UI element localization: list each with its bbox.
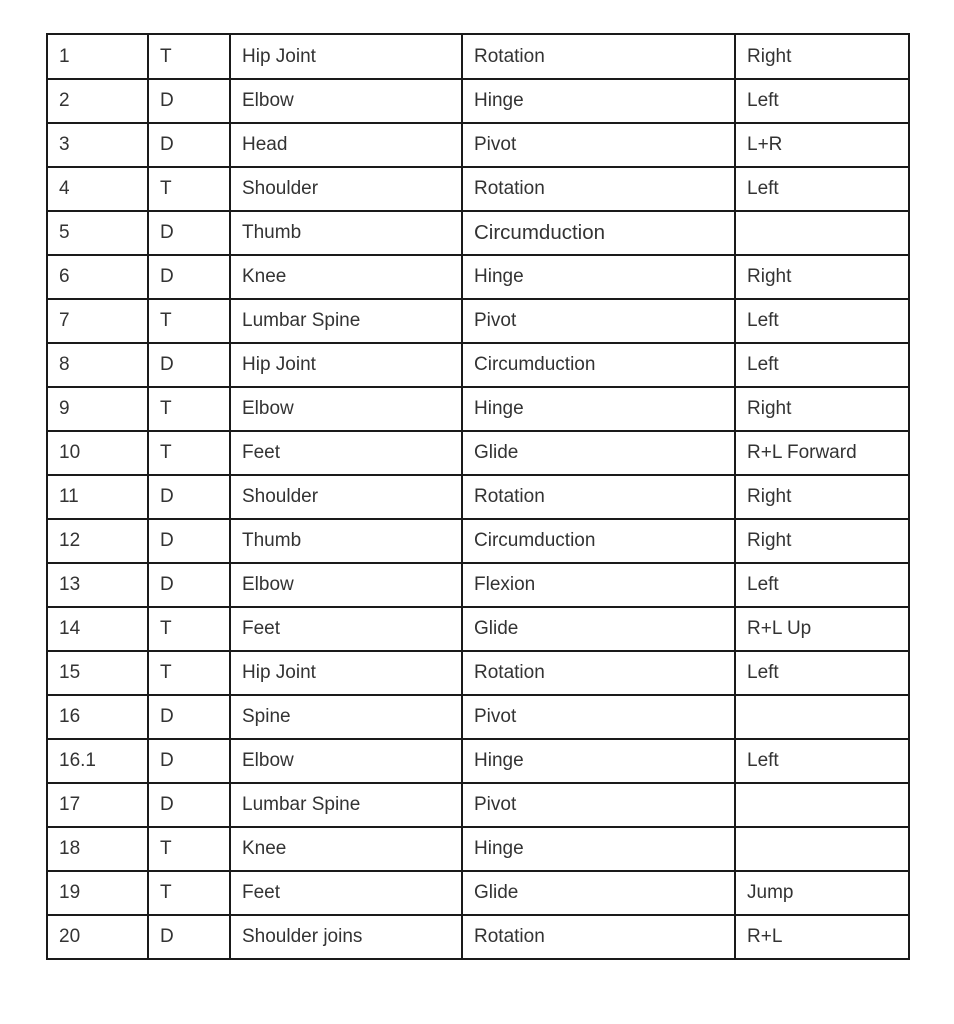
movement-cell: Glide [462, 607, 735, 651]
table-row [47, 387, 909, 431]
row-number-cell: 4 [47, 167, 148, 211]
type-cell: T [148, 387, 230, 431]
type-cell: T [148, 651, 230, 695]
direction-cell: Left [735, 343, 909, 387]
movement-table [46, 33, 910, 960]
type-cell: D [148, 79, 230, 123]
direction-cell: Left [735, 299, 909, 343]
row-number-cell: 1 [47, 34, 148, 79]
direction-cell [735, 827, 909, 871]
type-cell: D [148, 519, 230, 563]
row-number-cell: 10 [47, 431, 148, 475]
body-part-cell: Feet [230, 871, 462, 915]
row-number-cell: 13 [47, 563, 148, 607]
row-number-cell: 3 [47, 123, 148, 167]
body-part-cell: Hip Joint [230, 34, 462, 79]
type-cell: D [148, 123, 230, 167]
table-row [47, 431, 909, 475]
table-row [47, 519, 909, 563]
direction-cell: Right [735, 255, 909, 299]
direction-cell: Right [735, 475, 909, 519]
table-row [47, 783, 909, 827]
movement-cell: Rotation [462, 651, 735, 695]
direction-cell: L+R [735, 123, 909, 167]
row-number-cell: 6 [47, 255, 148, 299]
movement-cell: Hinge [462, 827, 735, 871]
body-part-cell: Elbow [230, 739, 462, 783]
table-row [47, 695, 909, 739]
type-cell: T [148, 431, 230, 475]
direction-cell: Left [735, 651, 909, 695]
row-number-cell: 7 [47, 299, 148, 343]
direction-cell: Jump [735, 871, 909, 915]
body-part-cell: Thumb [230, 211, 462, 255]
table-row [47, 123, 909, 167]
body-part-cell: Elbow [230, 79, 462, 123]
movement-cell: Pivot [462, 695, 735, 739]
body-part-cell: Lumbar Spine [230, 783, 462, 827]
movement-cell: Rotation [462, 34, 735, 79]
body-part-cell: Lumbar Spine [230, 299, 462, 343]
type-cell: D [148, 739, 230, 783]
direction-cell: R+L Forward [735, 431, 909, 475]
type-cell: D [148, 695, 230, 739]
movement-cell: Rotation [462, 915, 735, 959]
body-part-cell: Feet [230, 431, 462, 475]
body-part-cell: Knee [230, 255, 462, 299]
body-part-cell: Knee [230, 827, 462, 871]
row-number-cell: 12 [47, 519, 148, 563]
row-number-cell: 16 [47, 695, 148, 739]
type-cell: D [148, 343, 230, 387]
row-number-cell: 19 [47, 871, 148, 915]
movement-cell: Pivot [462, 299, 735, 343]
row-number-cell: 16.1 [47, 739, 148, 783]
direction-cell: Left [735, 739, 909, 783]
table-row [47, 34, 909, 79]
direction-cell: Left [735, 167, 909, 211]
table-row [47, 79, 909, 123]
type-cell: T [148, 299, 230, 343]
direction-cell [735, 695, 909, 739]
body-part-cell: Shoulder [230, 167, 462, 211]
table-row [47, 475, 909, 519]
body-part-cell: Hip Joint [230, 343, 462, 387]
movement-cell: Flexion [462, 563, 735, 607]
table-row [47, 827, 909, 871]
type-cell: T [148, 607, 230, 651]
row-number-cell: 8 [47, 343, 148, 387]
table-row [47, 299, 909, 343]
row-number-cell: 11 [47, 475, 148, 519]
movement-cell: Pivot [462, 123, 735, 167]
row-number-cell: 2 [47, 79, 148, 123]
type-cell: D [148, 211, 230, 255]
direction-cell: Right [735, 387, 909, 431]
table-row [47, 343, 909, 387]
type-cell: T [148, 34, 230, 79]
movement-cell: Rotation [462, 475, 735, 519]
row-number-cell: 20 [47, 915, 148, 959]
direction-cell [735, 783, 909, 827]
direction-cell: Right [735, 34, 909, 79]
movement-cell: Hinge [462, 387, 735, 431]
table-row [47, 915, 909, 959]
direction-cell: Left [735, 563, 909, 607]
row-number-cell: 18 [47, 827, 148, 871]
type-cell: T [148, 167, 230, 211]
body-part-cell: Shoulder joins [230, 915, 462, 959]
movement-cell: Circumduction [462, 211, 735, 255]
direction-cell: Left [735, 79, 909, 123]
direction-cell: R+L Up [735, 607, 909, 651]
movement-cell: Hinge [462, 79, 735, 123]
body-part-cell: Shoulder [230, 475, 462, 519]
type-cell: D [148, 783, 230, 827]
direction-cell: R+L [735, 915, 909, 959]
direction-cell [735, 211, 909, 255]
direction-cell: Right [735, 519, 909, 563]
body-part-cell: Elbow [230, 387, 462, 431]
row-number-cell: 9 [47, 387, 148, 431]
type-cell: T [148, 871, 230, 915]
table-row [47, 255, 909, 299]
body-part-cell: Thumb [230, 519, 462, 563]
body-part-cell: Elbow [230, 563, 462, 607]
table-row [47, 871, 909, 915]
table-row [47, 211, 909, 255]
movement-cell: Hinge [462, 739, 735, 783]
type-cell: D [148, 475, 230, 519]
movement-cell: Glide [462, 871, 735, 915]
type-cell: D [148, 915, 230, 959]
type-cell: D [148, 255, 230, 299]
row-number-cell: 14 [47, 607, 148, 651]
body-part-cell: Spine [230, 695, 462, 739]
body-part-cell: Head [230, 123, 462, 167]
movement-cell: Hinge [462, 255, 735, 299]
movement-cell: Circumduction [462, 343, 735, 387]
body-part-cell: Feet [230, 607, 462, 651]
table-row [47, 563, 909, 607]
row-number-cell: 5 [47, 211, 148, 255]
movement-cell: Circumduction [462, 519, 735, 563]
table-row [47, 739, 909, 783]
body-part-cell: Hip Joint [230, 651, 462, 695]
type-cell: T [148, 827, 230, 871]
table-row [47, 167, 909, 211]
row-number-cell: 17 [47, 783, 148, 827]
row-number-cell: 15 [47, 651, 148, 695]
movement-cell: Rotation [462, 167, 735, 211]
movement-cell: Glide [462, 431, 735, 475]
table-row [47, 651, 909, 695]
table-body [47, 34, 909, 959]
movement-cell: Pivot [462, 783, 735, 827]
table-row [47, 607, 909, 651]
type-cell: D [148, 563, 230, 607]
